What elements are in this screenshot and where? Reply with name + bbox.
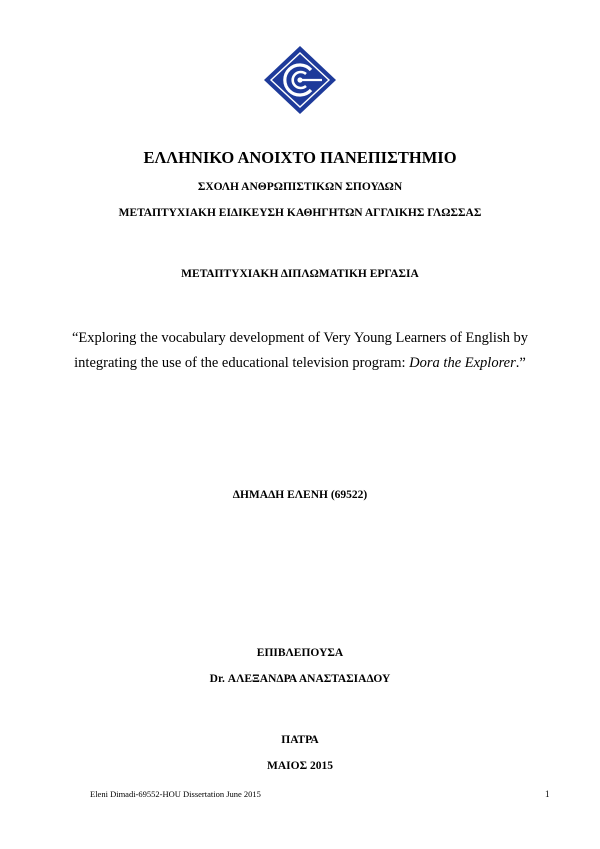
thesis-title-italic: Dora the Explorer (409, 355, 516, 371)
supervisor-label: ΕΠΙΒΛΕΠΟΥΣΑ (256, 647, 344, 659)
university-logo-icon (264, 46, 336, 114)
school-name: ΣΧΟΛΗ ΑΝΘΡΩΠΙΣΤΙΚΩΝ ΣΠΟΥΔΩΝ (197, 181, 403, 193)
university-name: ΕΛΛΗΝΙΚΟ ΑΝΟΙΧΤΟ ΠΑΝΕΠΙΣΤΗΜΙΟ (143, 148, 457, 167)
thesis-title-line1: “Exploring the vocabulary development of Very Young Learners of English by (72, 330, 528, 346)
date: ΜΑΙΟΣ 2015 (267, 760, 333, 772)
location: ΠΑΤΡΑ (281, 734, 319, 746)
author-name: ΔΗΜΑΔΗ ΕΛΕΝΗ (69522) (232, 489, 368, 501)
thesis-title-prefix: integrating the use of the educational television program: (74, 355, 410, 371)
page-number: 1 (545, 789, 550, 799)
thesis-type: ΜΕΤΑΠΤΥΧΙΑΚΗ ΔΙΠΛΩΜΑΤΙΚΗ ΕΡΓΑΣΙΑ (181, 268, 419, 280)
program-name: ΜΕΤΑΠΤΥΧΙΑΚΗ ΕΙΔΙΚΕΥΣΗ ΚΑΘΗΓΗΤΩΝ ΑΓΓΛΙΚΗΣ ΓΛΩΣΣΑΣ (118, 207, 482, 219)
thesis-title-line2 (0, 351, 600, 376)
footer-text: Eleni Dimadi-69552-HOU Dissertation June 2015 (90, 789, 261, 799)
supervisor-name: Dr. ΑΛΕΞΑΝΔΡΑ ΑΝΑΣΤΑΣΙΑΔΟΥ (209, 673, 391, 685)
thesis-title-suffix: .” (515, 355, 526, 371)
thesis-title (0, 326, 600, 376)
